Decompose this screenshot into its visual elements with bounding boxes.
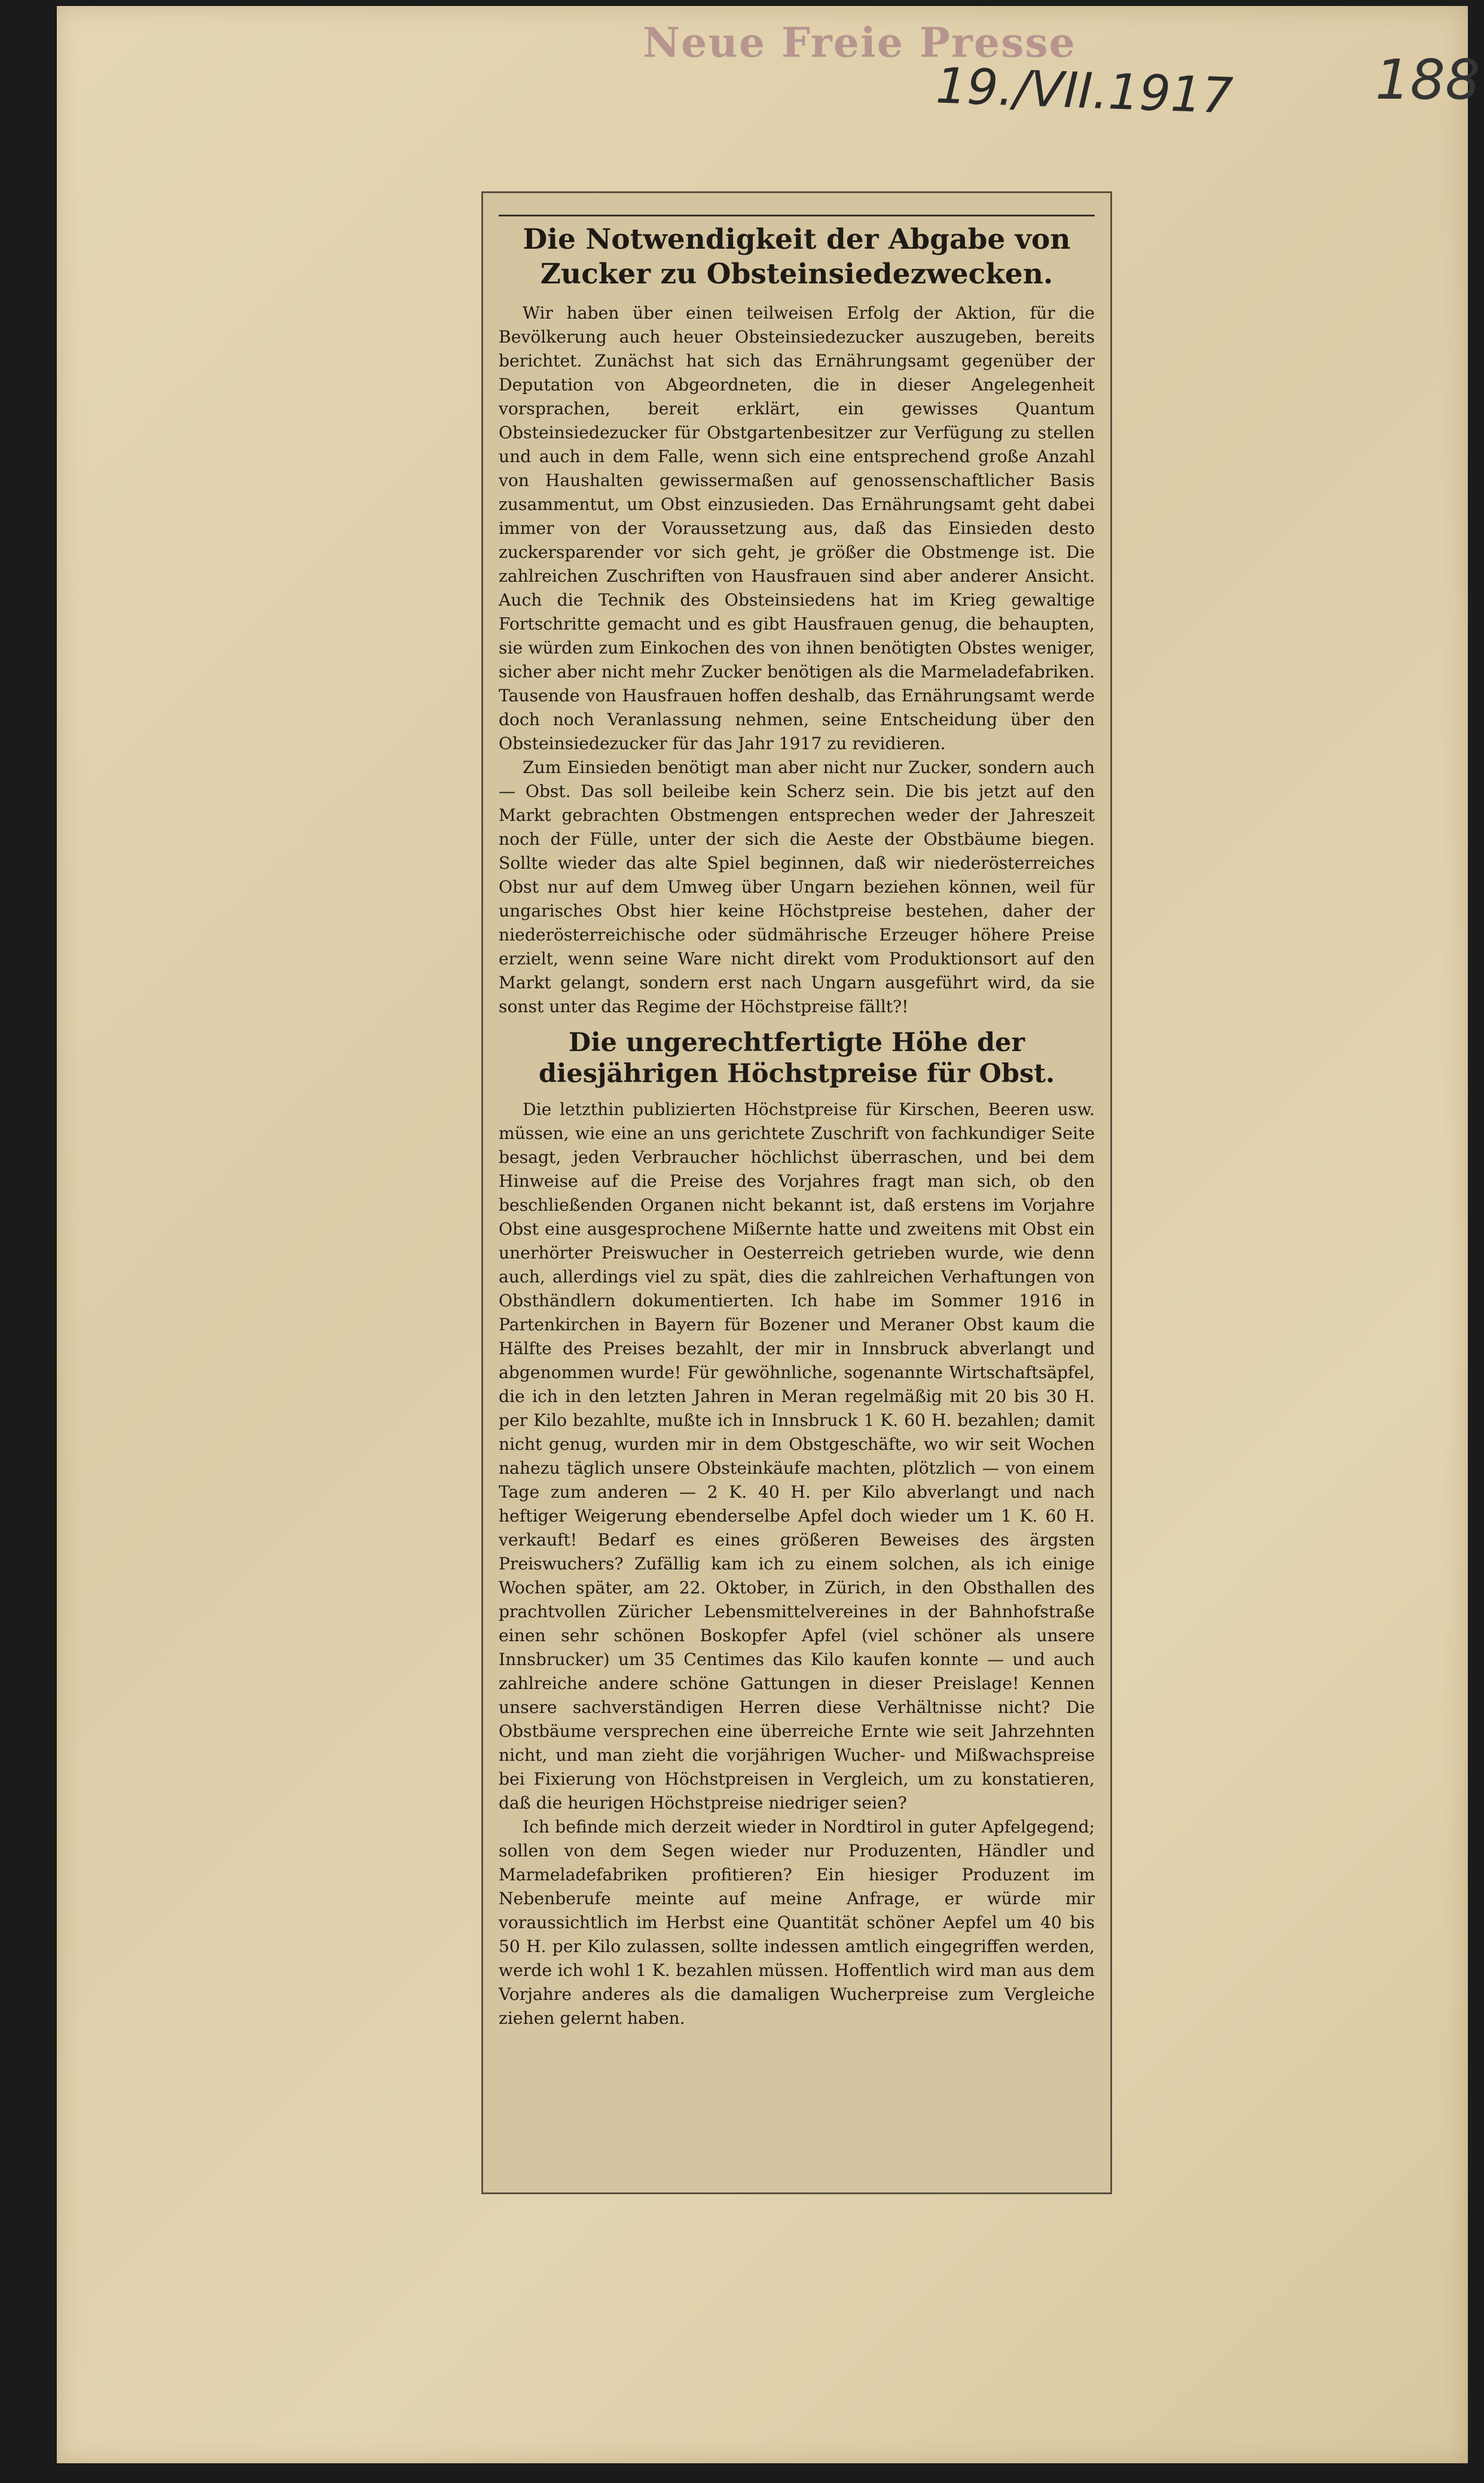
- article-subheadline: Die ungerechtfertigte Höhe der diesjährigen Höchstpreise für Obst.: [538, 1028, 1055, 1089]
- article-headline: Die Notwendigkeit der Abgabe von Zucker zu Obsteinsiedezwecken.: [499, 215, 1095, 292]
- article-paragraph: Wir haben über einen teilweisen Erfolg der Aktion, für die Bevölkerung auch heuer Obsteinsiedezucker auszugeben, bereits berichtet. Zunächst hat sich das Ernährungsamt gegenüber der Deputation von Abgeordneten, die in dieser Angelegenheit vorsprachen, bereit erklärt, ein gewisses Quantum Obsteinsiedezucker für Obstgartenbesitzer zur Verfügung zu stellen und auch in dem Falle, wenn sich eine entsprechend große Anzahl von Haushalten gewissermaßen auf genossenschaftlicher Basis zusammentut, um Obst einzusieden. Das Ernährungsamt geht dabei immer von der Voraussetzung aus, daß das Einsieden desto zuckersparender vor sich geht, je größer die Obstmenge ist. Die zahlreichen Zuschriften von Hausfrauen sind aber anderer Ansicht. Auch die Technik des Obsteinsiedens hat im Krieg gewaltige Fortschritte gemacht und es gibt Hausfrauen genug, die behaupten, sie würden zum Einkochen des von ihnen benötigten Obstes weniger, sicher aber nicht mehr Zucker benötigen als die Marmeladefabriken. Tausende von Hausfrauen hoffen deshalb, das Ernährungsamt werde doch noch Veranlassung nehmen, seine Entscheidung über den Obsteinsiedezucker für das Jahr 1917 zu revidieren.: [499, 303, 1095, 753]
- article-paragraph: Zum Einsieden benötigt man aber nicht nur Zucker, sondern auch — Obst. Das soll beileibe kein Scherz sein. Die bis jetzt auf den Markt gebrachten Obstmengen entsprechen weder der Jahreszeit noch der Fülle, unter der sich die Aeste der Obstbäume biegen. Sollte wieder das alte Spiel beginnen, daß wir niederösterreiches Obst nur auf dem Umweg über Ungarn beziehen können, weil für ungarisches Obst hier keine Höchstpreise bestehen, daher der niederösterreichische oder südmährische Erzeuger höhere Preise erzielt, wenn seine Ware nicht direkt vom Produktionsort auf den Markt gelangt, sondern erst nach Ungarn ausgeführt wird, da sie sonst unter das Regime der Höchstpreise fällt?!: [499, 758, 1095, 1016]
- article-paragraph: Die letzthin publizierten Höchstpreise für Kirschen, Beeren usw. müssen, wie eine an uns gerichtete Zuschrift von fachkundiger Seite besagt, jeden Verbraucher höchlichst überraschen, und bei dem Hinweise auf die Preise des Vorjahres fragt man sich, ob den beschließenden Organen nicht bekannt ist, daß erstens im Vorjahre Obst eine ausgesprochene Mißernte hatte und zweitens mit Obst ein unerhörter Preiswucher in Oesterreich getrieben wurde, wie denn auch, allerdings viel zu spät, dies die zahlreichen Verhaftungen von Obsthändlern dokumentierten. Ich habe im Sommer 1916 in Partenkirchen in Bayern für Bozener und Meraner Obst kaum die Hälfte des Preises bezahlt, der mir in Innsbruck abverlangt und abgenommen wurde! Für gewöhnliche, sogenannte Wirtschaftsäpfel, die ich in den letzten Jahren in Meran regelmäßig mit 20 bis 30 H. per Kilo bezahlte, mußte ich in Innsbruck 1 K. 60 H. bezahlen; damit nicht genug, wurden mir in dem Obstgeschäfte, wo wir seit Wochen nahezu täglich unsere Obsteinkäufe machten, plötzlich — von einem Tage zum anderen — 2 K. 40 H. per Kilo abverlangt und nach heftiger Weigerung ebenderselbe Apfel doch wieder um 1 K. 60 H. verkauft! Bedarf es eines größeren Beweises des ärgsten Preiswuchers? Zufällig kam ich zu einem solchen, als ich einige Wochen später, am 22. Oktober, in Zürich, in den Obsthallen des prachtvollen Züricher Lebensmittelvereines in der Bahnhofstraße einen sehr schönen Boskopfer Apfel (viel schöner als unsere Innsbrucker) um 35 Centimes das Kilo kaufen konnte — und auch zahlreiche andere schöne Gattungen in dieser Preislage! Kennen unsere sachverständigen Herren diese Verhältnisse nicht? Die Obstbäume versprechen eine überreiche Ernte wie seit Jahrzehnten nicht, und man zieht die vorjährigen Wucher- und Mißwachspreise bei Fixierung von Höchstpreisen in Vergleich, um zu konstatieren, daß die heurigen Höchstpreise niedriger seien?: [499, 1100, 1095, 1813]
- newspaper-stamp: Neue Freie Presse: [643, 19, 1076, 67]
- article-paragraph: Ich befinde mich derzeit wieder in Nordtirol in guter Apfelgegend; sollen von dem Segen wieder nur Produzenten, Händler und Marmeladefabriken profitieren? Ein hiesiger Produzent im Nebenberufe meinte auf meine Anfrage, er würde mir voraussichtlich im Herbst eine Quantität schöner Aepfel um 40 bis 50 H. per Kilo zulassen, sollte indessen amtlich eingegriffen werden, werde ich wohl 1 K. bezahlen müssen. Hoffentlich wird man aus dem Vorjahre anderes als die damaligen Wucherpreise zum Vergleiche ziehen gelernt haben.: [499, 1817, 1095, 2028]
- handwritten-date: 19./VII.1917: [935, 57, 1234, 125]
- newspaper-clipping: [481, 191, 1112, 2194]
- page-number: 188: [1375, 48, 1480, 112]
